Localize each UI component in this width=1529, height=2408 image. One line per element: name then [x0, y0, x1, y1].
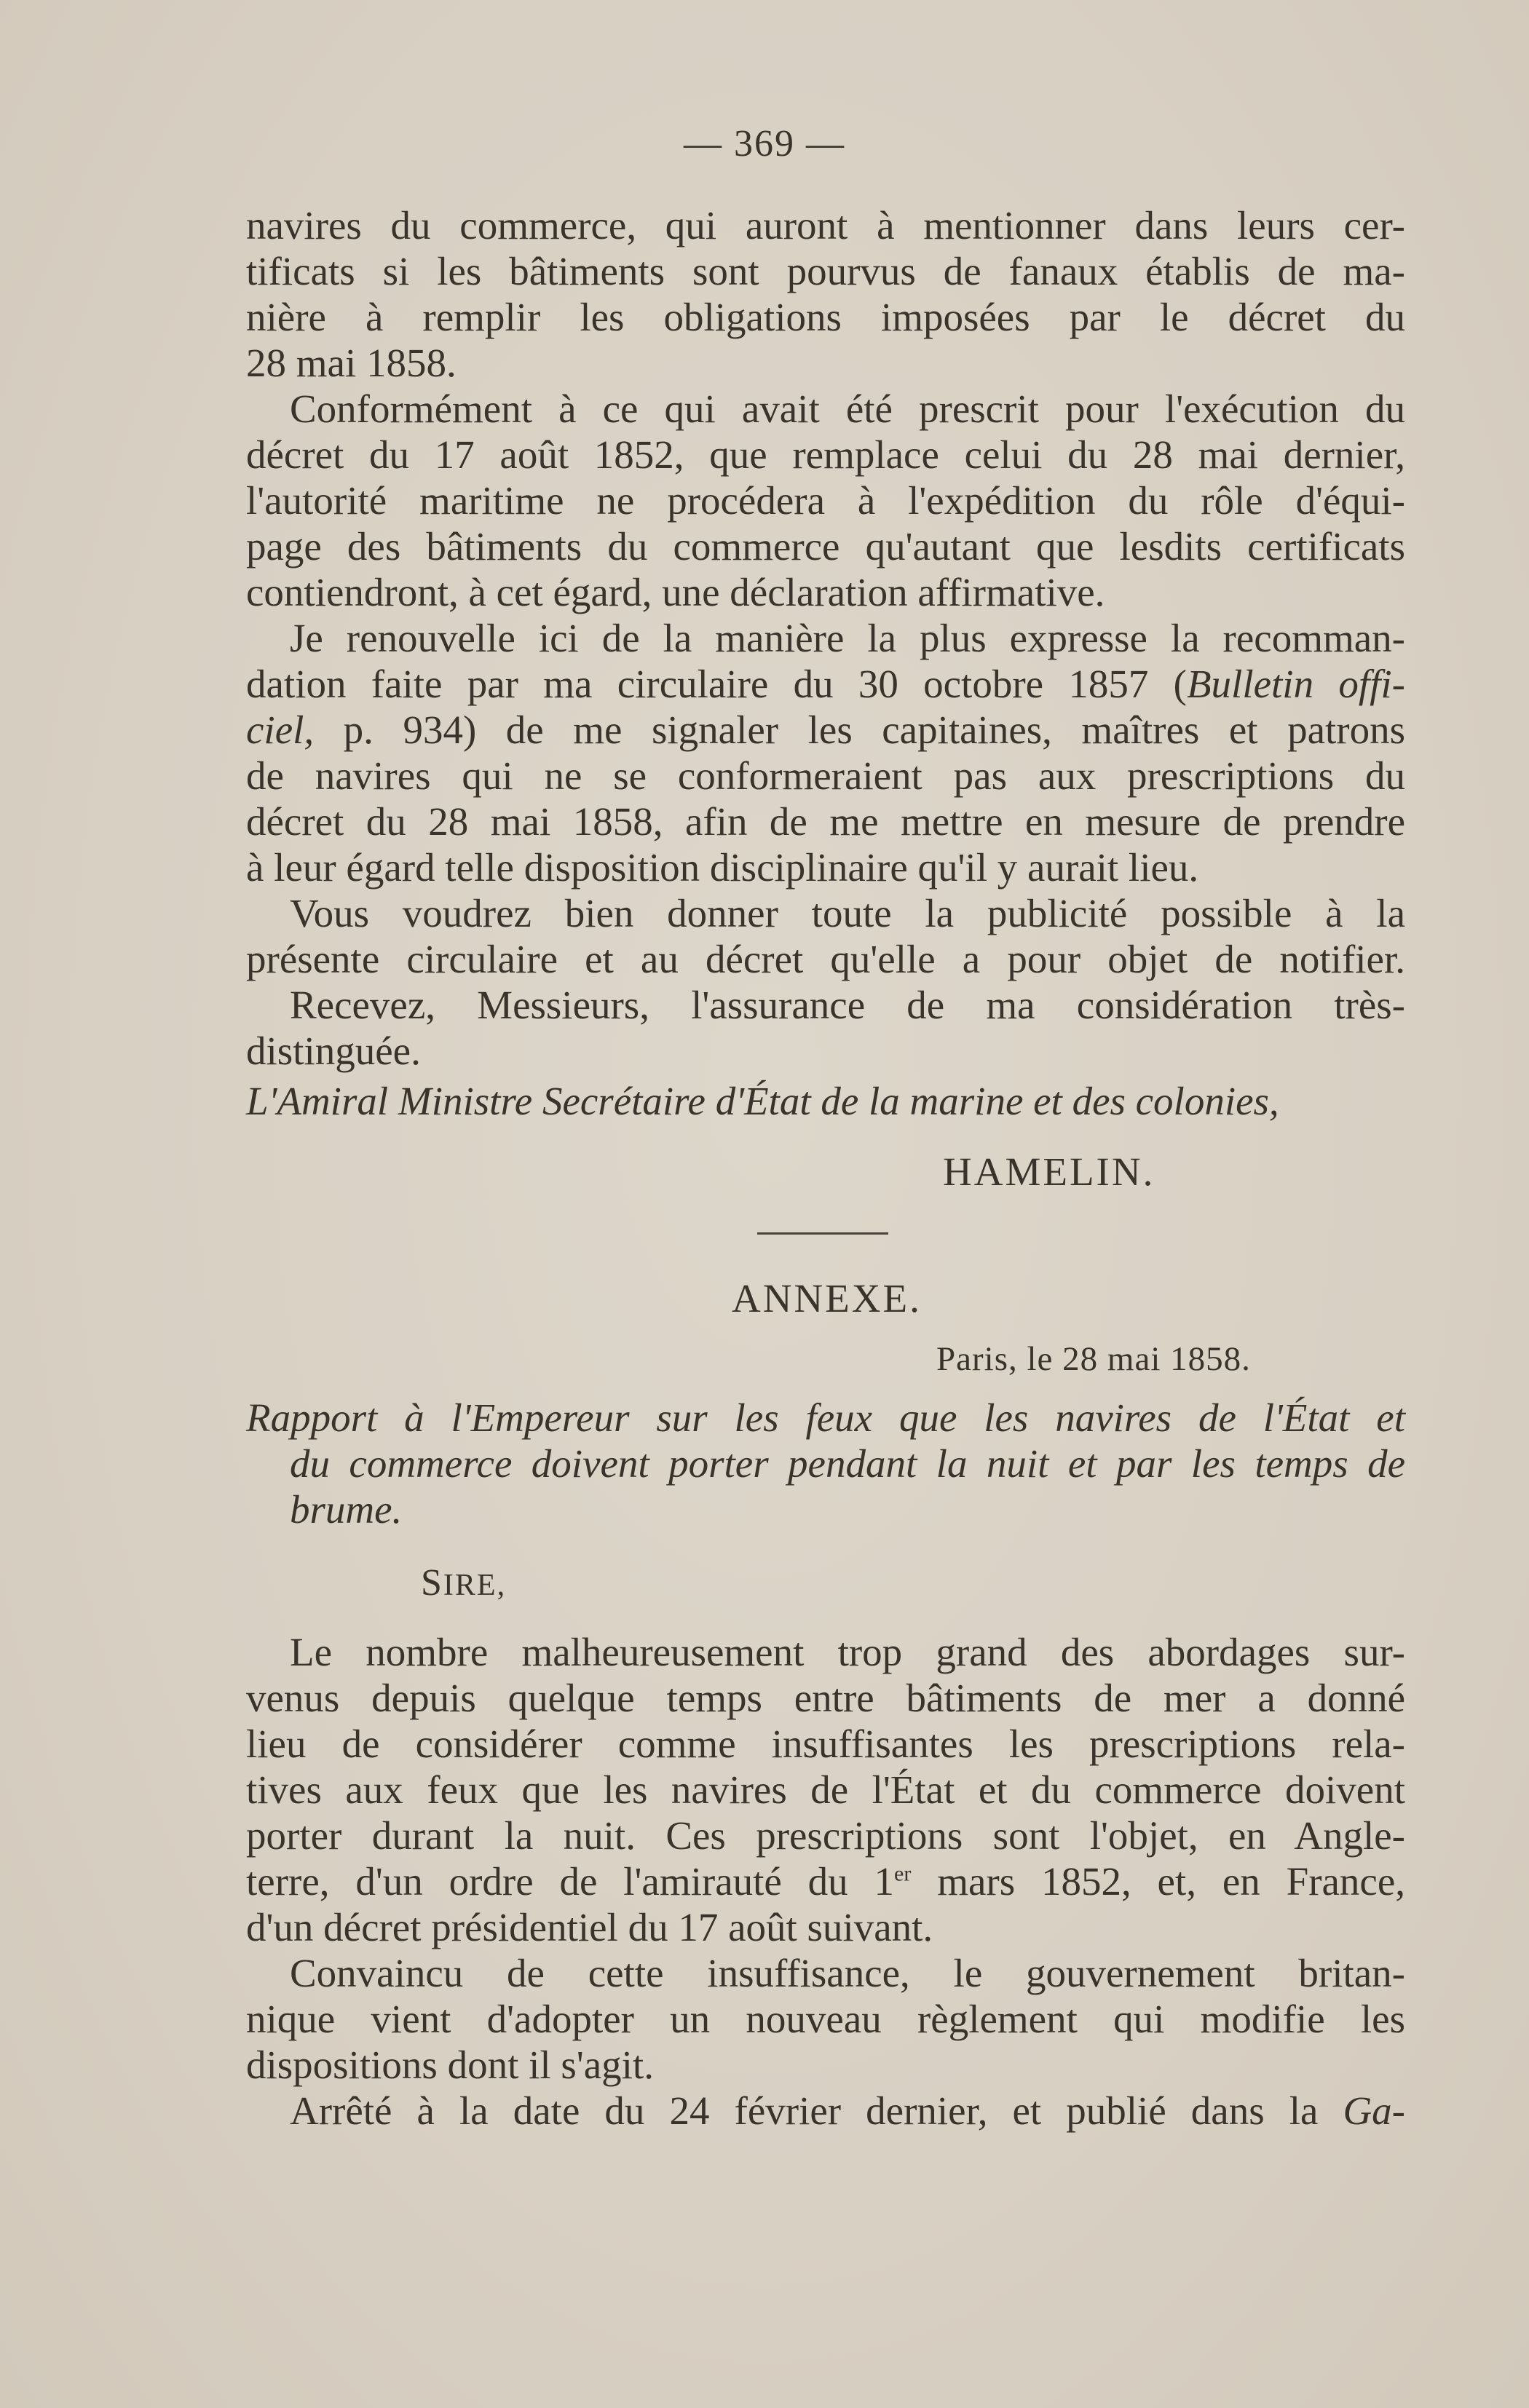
text-line: nière à remplir les obligations imposées par le décret du [246, 295, 1405, 339]
text-line: l'autorité maritime ne procédera à l'expédition du rôle d'équi- [246, 478, 1405, 523]
text-line: d'un décret présidentiel du 17 août suivant. [246, 1905, 933, 1949]
report-title-line: du commerce doivent porter pendant la nuit et par les temps de [290, 1441, 1405, 1486]
text-line: Convaincu de cette insuffisance, le gouvernement britan- [290, 1951, 1405, 1995]
text-line [246, 1858, 1405, 1904]
text-line: distinguée. [246, 1029, 421, 1073]
text-line: dispositions dont il s'agit. [246, 2043, 654, 2087]
text-line: porter durant la nuit. Ces prescriptions sont l'objet, en Angle- [246, 1813, 1405, 1858]
section-divider [757, 1232, 888, 1235]
report-title-line: brume. [290, 1487, 403, 1532]
text-line [246, 661, 1405, 707]
salutation-initial: S [421, 1562, 443, 1604]
signature-block [246, 1077, 1405, 1125]
circular-text [246, 202, 1405, 1074]
signer-name: HAMELIN. [943, 1149, 1155, 1194]
text-line: lieu de considérer comme insuffisantes les prescriptions rela- [246, 1722, 1405, 1766]
text-line: 28 mai 1858. [246, 341, 457, 385]
text-line [246, 2088, 1405, 2134]
text-segment: terre, d'un ordre de l'amirauté du 1 [246, 1859, 895, 1904]
text-segment: p. 934) de me signaler les capitaines, maîtres et patrons [314, 708, 1405, 752]
salutation [421, 1561, 506, 1604]
text-segment: dation faite par ma circulaire du 30 octobre 1857 ( [246, 662, 1187, 706]
text-line: présente circulaire et au décret qu'elle a pour objet de notifier. [246, 937, 1405, 981]
text-line: contiendront, à cet égard, une déclaration affirmative. [246, 570, 1105, 614]
text-line: Je renouvelle ici de la manière la plus expresse la recomman- [290, 616, 1405, 660]
text-line: décret du 17 août 1852, que remplace celui du 28 mai dernier, [246, 432, 1405, 477]
text-line: tificats si les bâtiments sont pourvus de fanaux établis de ma- [246, 249, 1405, 293]
report-title [246, 1395, 1405, 1532]
text-segment: Arrêté à la date du 24 février dernier, et publié dans la [290, 2088, 1343, 2133]
text-line: de navires qui ne se conformeraient pas aux prescriptions du [246, 753, 1405, 798]
text-line: à leur égard telle disposition disciplinaire qu'il y aurait lieu. [246, 845, 1199, 890]
text-line: décret du 28 mai 1858, afin de me mettre en mesure de prendre [246, 799, 1405, 844]
salutation-rest: IRE, [443, 1569, 507, 1602]
italic-citation: ciel, [246, 708, 315, 752]
page-number: — 369 — [684, 123, 845, 165]
text-line: Le nombre malheureusement trop grand des abordages sur- [290, 1630, 1405, 1674]
signature-title: L'Amiral Ministre Secrétaire d'État de la marine et des colonies, [246, 1079, 1279, 1123]
italic-citation: Ga- [1343, 2088, 1405, 2133]
text-line: Recevez, Messieurs, l'assurance de ma considération très- [290, 983, 1405, 1027]
text-line: tives aux feux que les navires de l'État et du commerce doivent [246, 1767, 1405, 1812]
dateline: Paris, le 28 mai 1858. [936, 1340, 1251, 1378]
text-line: navires du commerce, qui auront à mentionner dans leurs cer- [246, 203, 1405, 247]
text-line: venus depuis quelque temps entre bâtiments de mer a donné [246, 1676, 1405, 1720]
annexe-title: ANNEXE. [732, 1276, 922, 1320]
italic-citation: Bulletin offi- [1186, 662, 1406, 706]
text-line: nique vient d'adopter un nouveau règlement qui modifie les [246, 1997, 1405, 2041]
text-line: Vous voudrez bien donner toute la publicité possible à la [290, 891, 1405, 935]
text-line: page des bâtiments du commerce qu'autant que lesdits certificats [246, 524, 1405, 569]
superscript: er [894, 1861, 912, 1886]
report-title-line: Rapport à l'Empereur sur les feux que les navires de l'État et [246, 1395, 1405, 1440]
text-line: Conformément à ce qui avait été prescrit pour l'exécution du [290, 387, 1405, 431]
text-segment: mars 1852, et, en France, [911, 1859, 1405, 1904]
text-line [246, 707, 1405, 753]
report-body [246, 1629, 1405, 2134]
